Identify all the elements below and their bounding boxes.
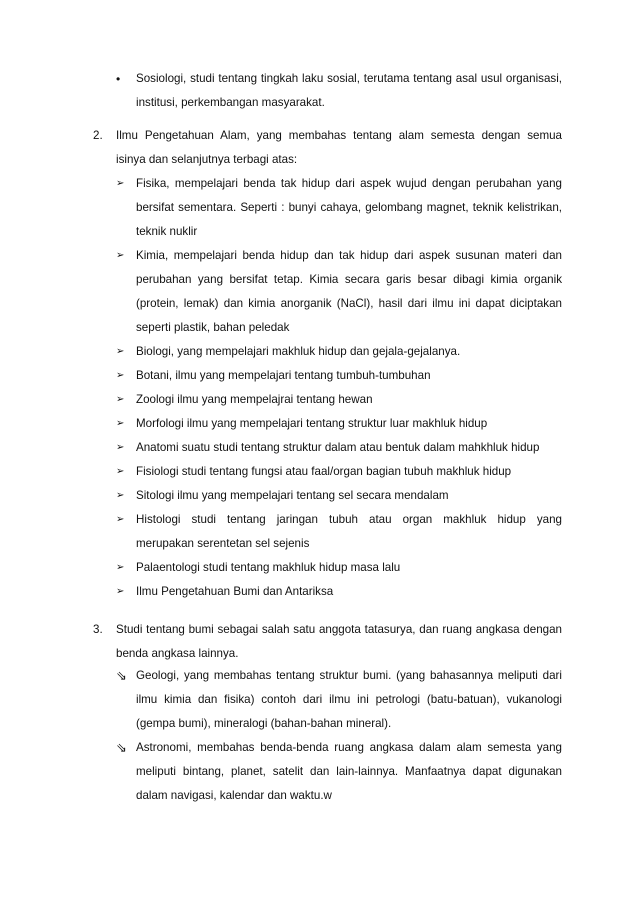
list-item-line: (gempa bumi), mineralogi (bahan-bahan mineral). bbox=[136, 717, 392, 730]
arrow-bullet-icon: ➢ bbox=[116, 394, 125, 405]
arrow-bullet-icon: ➢ bbox=[116, 250, 125, 261]
section-3-line: benda angkasa lainnya. bbox=[116, 647, 239, 660]
section-3 bbox=[93, 618, 562, 666]
list-item-line: Biologi, yang mempelajari makhluk hidup dan gejala-gejalanya. bbox=[136, 345, 461, 358]
list-item-line: seperti plastik, bahan peledak bbox=[136, 321, 290, 334]
list-item-sitologi bbox=[116, 484, 562, 508]
list-item-fisika bbox=[116, 172, 562, 244]
list-item-line: Ilmu Pengetahuan Bumi dan Antariksa bbox=[136, 585, 334, 598]
list-item-line: bersifat sementara. Seperti : bunyi cahaya, gelombang magnet, teknik kelistrikan, bbox=[136, 201, 562, 214]
section-number: 2. bbox=[93, 129, 103, 142]
arrow-bullet-icon: ➢ bbox=[116, 586, 125, 597]
list-item-fisiologi bbox=[116, 460, 562, 484]
arrow-bullet-icon: ➢ bbox=[116, 490, 125, 501]
list-item-line: Zoologi ilmu yang mempelajrai tentang hewan bbox=[136, 393, 373, 406]
list-item-line: meliputi bintang, planet, satelit dan lain-lainnya. Manfaatnya dapat digunakan bbox=[136, 765, 562, 778]
list-item-line: Fisiologi studi tentang fungsi atau faal/organ bagian tubuh makhluk hidup bbox=[136, 465, 512, 478]
arrow-bullet-icon: ➢ bbox=[116, 370, 125, 381]
section-2-line: Ilmu Pengetahuan Alam, yang membahas tentang alam semesta dengan semua bbox=[116, 129, 562, 142]
list-item-line: dalam navigasi, kalendar dan waktu.w bbox=[136, 789, 332, 802]
list-item-zoologi bbox=[116, 388, 562, 412]
intro-bullet-item bbox=[116, 67, 562, 115]
arrow-bullet-icon: ➢ bbox=[116, 418, 125, 429]
section-2-line: isinya dan selanjutnya terbagi atas: bbox=[116, 153, 298, 166]
section-number: 3. bbox=[93, 623, 103, 636]
section-2-list bbox=[116, 172, 562, 604]
list-item-line: teknik nuklir bbox=[136, 225, 198, 238]
list-item-ilmu-bumi-antariksa bbox=[116, 580, 562, 604]
list-item-line: ilmu kimia dan fisika) contoh dari ilmu ini petrologi (batu-batuan), vukanologi bbox=[136, 693, 562, 706]
list-item-line: Anatomi suatu studi tentang struktur dalam atau bentuk dalam mahkhluk hidup bbox=[136, 441, 540, 454]
list-item-line: Fisika, mempelajari benda tak hidup dari aspek wujud dengan perubahan yang bbox=[136, 177, 562, 190]
intro-bullet-line: institusi, perkembangan masyarakat. bbox=[136, 96, 325, 109]
hollow-arrow-bullet-icon: ⇘ bbox=[116, 668, 127, 683]
list-item-morfologi bbox=[116, 412, 562, 436]
list-item-palaentologi bbox=[116, 556, 562, 580]
list-item-line: Kimia, mempelajari benda hidup dan tak hidup dari aspek susunan materi dan bbox=[136, 249, 562, 262]
list-item-line: Morfologi ilmu yang mempelajari tentang struktur luar makhluk hidup bbox=[136, 417, 488, 430]
arrow-bullet-icon: ➢ bbox=[116, 346, 125, 357]
list-item-histologi bbox=[116, 508, 562, 556]
bullet-dot-icon: • bbox=[116, 72, 121, 86]
list-item-biologi bbox=[116, 340, 562, 364]
list-item-line: Botani, ilmu yang mempelajari tentang tumbuh-tumbuhan bbox=[136, 369, 431, 382]
list-item-line: merupakan serentetan sel sejenis bbox=[136, 537, 310, 550]
arrow-bullet-icon: ➢ bbox=[116, 178, 125, 189]
intro-bullet-line: Sosiologi, studi tentang tingkah laku sosial, terutama tentang asal usul organisasi, bbox=[136, 72, 562, 85]
list-item-line: Geologi, yang membahas tentang struktur bumi. (yang bahasannya meliputi dari bbox=[136, 669, 562, 682]
section-2 bbox=[93, 124, 562, 172]
list-item-line: Sitologi ilmu yang mempelajari tentang sel secara mendalam bbox=[136, 489, 449, 502]
arrow-bullet-icon: ➢ bbox=[116, 562, 125, 573]
list-item-line: Histologi studi tentang jaringan tubuh atau organ makhluk hidup yang bbox=[136, 513, 562, 526]
list-item-line: Palaentologi studi tentang makhluk hidup masa lalu bbox=[136, 561, 401, 574]
list-item-botani bbox=[116, 364, 562, 388]
list-item-geologi bbox=[116, 664, 562, 736]
list-item-astronomi bbox=[116, 736, 562, 808]
list-item-anatomi bbox=[116, 436, 562, 460]
list-item-line: Astronomi, membahas benda-benda ruang angkasa dalam alam semesta yang bbox=[136, 741, 562, 754]
arrow-bullet-icon: ➢ bbox=[116, 514, 125, 525]
hollow-arrow-bullet-icon: ⇘ bbox=[116, 740, 127, 755]
list-item-line: (protein, lemak) dan kimia anorganik (NaCl), hasil dari ilmu ini dapat diciptakan bbox=[136, 297, 562, 310]
arrow-bullet-icon: ➢ bbox=[116, 466, 125, 477]
section-3-list bbox=[116, 664, 562, 808]
list-item-kimia bbox=[116, 244, 562, 340]
section-3-line: Studi tentang bumi sebagai salah satu anggota tatasurya, dan ruang angkasa dengan bbox=[116, 623, 562, 636]
list-item-line: perubahan yang bersifat tetap. Kimia secara garis besar dibagi kimia organik bbox=[136, 273, 562, 286]
arrow-bullet-icon: ➢ bbox=[116, 442, 125, 453]
